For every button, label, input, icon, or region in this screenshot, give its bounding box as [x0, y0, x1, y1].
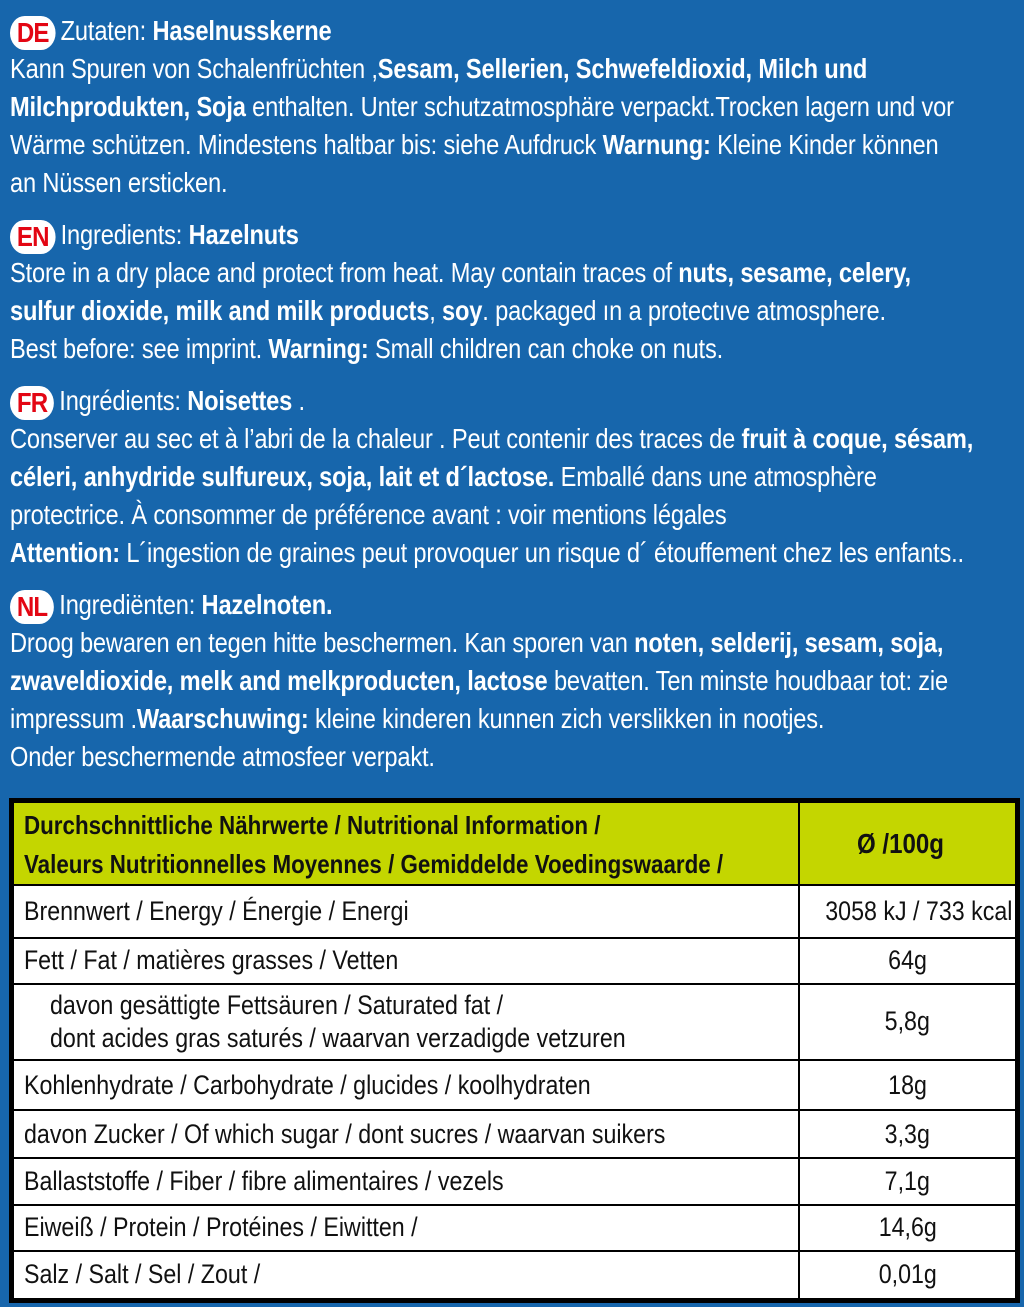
- nutrient-label-line: Ballaststoffe / Fiber / fibre alimentaires / vezels: [24, 1165, 504, 1196]
- text: Wärme schützen. Mindestens haltbar bis: siehe Aufdruck: [10, 129, 603, 160]
- bold-text: noten, selderij, sesam, soja,: [634, 627, 944, 658]
- bold-text: céleri, anhydride sulfureux, soja, lait et d´lactose.: [10, 461, 555, 492]
- text: kleine kinderen kunnen zich verslikken in nootjes.: [308, 703, 825, 734]
- nutrient-label-line: dont acides gras saturés / waarvan verzadigde vetzuren: [50, 1022, 626, 1053]
- section-de: [10, 12, 1014, 202]
- nutrition-row: [13, 885, 1016, 937]
- bold-text: Noisettes: [187, 385, 293, 416]
- nutrition-row: [13, 1110, 1016, 1158]
- nutrition-header-line1: Durchschnittliche Nährwerte / Nutritional Information /: [24, 810, 601, 841]
- section-nl: [10, 586, 1014, 776]
- section-line: [10, 88, 954, 126]
- nutrient-label: [13, 1110, 799, 1158]
- bold-text: Warning:: [268, 333, 369, 364]
- nutrient-value: 5,8g: [799, 984, 1016, 1060]
- nutrient-label-line: Kohlenhydrate / Carbohydrate / glucides / koolhydraten: [24, 1069, 591, 1100]
- section-line: [10, 330, 873, 368]
- section-line: [10, 624, 944, 662]
- language-badge-nl: NL: [10, 590, 54, 624]
- bold-text: Hazelnoten.: [201, 589, 333, 620]
- bold-text: Haselnusskerne: [152, 15, 332, 46]
- nutrition-table: [9, 798, 1020, 1303]
- bold-text: Waarschuwing:: [136, 703, 309, 734]
- text: ,: [429, 295, 443, 326]
- ingredients-sections: [10, 12, 1014, 790]
- nutrition-header-row: [13, 802, 1016, 885]
- bold-text: fruit à coque, sésam,: [741, 423, 974, 454]
- text: . packaged ın a protectıve atmosphere.: [482, 295, 886, 326]
- text: an Nüssen ersticken.: [10, 167, 228, 198]
- text: Best before: see imprint.: [10, 333, 269, 364]
- bold-text: Attention:: [10, 537, 120, 568]
- bold-text: sulfur dioxide, milk and milk products: [10, 295, 430, 326]
- text: Small children can choke on nuts.: [368, 333, 724, 364]
- nutrition-row: [13, 1158, 1016, 1204]
- nutrient-value: 0,01g: [799, 1251, 1016, 1299]
- nutrition-row: [13, 1251, 1016, 1299]
- bold-text: Warnung:: [602, 129, 711, 160]
- text: .: [292, 385, 305, 416]
- bold-text: Milchprodukten, Soja: [10, 91, 246, 122]
- section-line: [10, 50, 873, 88]
- section-fr: [10, 382, 1014, 572]
- nutrient-value: 7,1g: [799, 1158, 1016, 1204]
- nutrient-value: 64g: [799, 938, 1016, 984]
- text: Store in a dry place and protect from heat. May contain traces of: [10, 257, 679, 288]
- nutrient-label-line: davon Zucker / Of which sugar / dont sucres / waarvan suikers: [24, 1118, 666, 1149]
- text: Ingrediënten:: [59, 589, 202, 620]
- text: Onder beschermende atmosfeer verpakt.: [10, 741, 435, 772]
- text: L´ingestion de graines peut provoquer un risque d´ étouffement chez les enfants..: [119, 537, 964, 568]
- text: enthalten. Unter schutzatmosphäre verpackt.Trocken lagern und vor: [245, 91, 954, 122]
- nutrient-label-line: Eiweiß / Protein / Protéines / Eiwitten /: [24, 1212, 418, 1243]
- bold-text: zwaveldioxide, melk and melkproducten, lactose: [10, 665, 548, 696]
- text: Ingredients:: [60, 219, 189, 250]
- text: bevatten. Ten minste houdbaar tot: zie: [547, 665, 948, 696]
- language-badge-en: EN: [10, 220, 55, 254]
- section-line: [10, 738, 873, 776]
- text: Kleine Kinder können: [710, 129, 939, 160]
- section-en: [10, 216, 1014, 368]
- nutrient-label: [13, 1060, 799, 1110]
- nutrient-label-line: Fett / Fat / matières grasses / Vetten: [24, 945, 399, 976]
- bold-text: soy: [442, 295, 483, 326]
- nutrition-header-label: [13, 802, 799, 885]
- nutrient-label-line: Brennwert / Energy / Énergie / Energi: [24, 895, 409, 926]
- language-badge-fr: FR: [10, 386, 54, 420]
- section-line: [10, 458, 877, 496]
- text: protectrice. À consommer de préférence avant : voir mentions légales: [10, 499, 727, 530]
- nutrient-value: 18g: [799, 1060, 1016, 1110]
- text: impressum .: [10, 703, 137, 734]
- nutrition-row: [13, 938, 1016, 984]
- nutrient-label: [13, 984, 799, 1060]
- section-line: [10, 586, 873, 624]
- nutrient-label: [13, 885, 799, 937]
- section-line: [10, 496, 873, 534]
- nutrition-row: [13, 1060, 1016, 1110]
- nutrient-value: 14,6g: [799, 1205, 1016, 1251]
- text: Ingrédients:: [59, 385, 188, 416]
- text: Kann Spuren von Schalenfrüchten ,: [10, 53, 378, 84]
- text: Zutaten:: [60, 15, 153, 46]
- nutrient-label-line: davon gesättigte Fettsäuren / Saturated fat /: [50, 989, 504, 1020]
- bold-text: nuts, sesame, celery,: [678, 257, 911, 288]
- nutrient-label-line: Salz / Salt / Sel / Zout /: [24, 1259, 261, 1290]
- section-line: [10, 126, 939, 164]
- nutrient-label: [13, 1158, 799, 1204]
- section-line: [10, 534, 964, 572]
- nutrient-label: [13, 1251, 799, 1299]
- nutrition-header-line2: Valeurs Nutritionnelles Moyennes / Gemiddelde Voedingswaarde /: [24, 849, 724, 880]
- nutrition-row: [13, 984, 1016, 1060]
- nutrition-per-100g: Ø /100g: [799, 802, 1016, 885]
- section-line: [10, 700, 873, 738]
- text: Conserver au sec et à l’abri de la chaleur . Peut contenir des traces de: [10, 423, 742, 454]
- language-badge-de: DE: [10, 16, 55, 50]
- nutrition-row: [13, 1205, 1016, 1251]
- section-line: [10, 216, 873, 254]
- section-line: [10, 254, 911, 292]
- text: Droog bewaren en tegen hitte beschermen. Kan sporen van: [10, 627, 635, 658]
- section-line: [10, 382, 873, 420]
- bold-text: Sesam, Sellerien, Schwefeldioxid, Milch und: [377, 53, 868, 84]
- section-line: [10, 662, 948, 700]
- nutrient-label: [13, 1205, 799, 1251]
- nutrient-value: 3,3g: [799, 1110, 1016, 1158]
- section-line: [10, 164, 873, 202]
- section-line: [10, 12, 873, 50]
- section-line: [10, 292, 886, 330]
- nutrient-label: [13, 938, 799, 984]
- section-line: [10, 420, 974, 458]
- nutrient-value: 3058 kJ / 733 kcal: [799, 885, 1016, 937]
- bold-text: Hazelnuts: [188, 219, 299, 250]
- text: Emballé dans une atmosphère: [554, 461, 877, 492]
